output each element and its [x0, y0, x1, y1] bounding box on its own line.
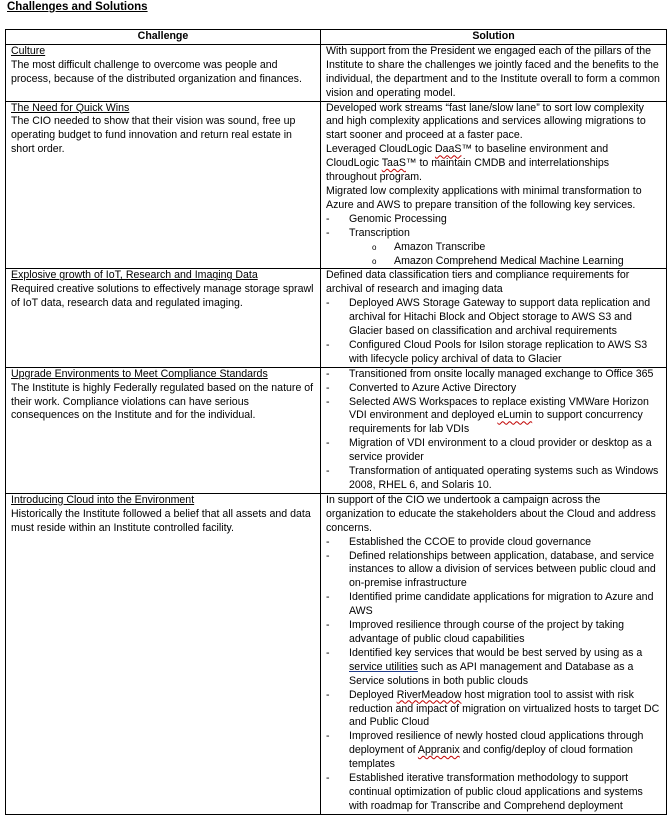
solution-text: With support from the President we engaged each of the pillars of the Institute to share the challenges we jointly faced and the benefits to the individual, the department and to the Institute overall to form a common vision and operating model.: [326, 44, 660, 99]
spellcheck-word: Appranix: [417, 744, 460, 757]
solution-paragraph: [326, 143, 661, 185]
dash-bullet-icon: -: [326, 395, 330, 408]
list-item-text: Converted to Azure Active Directory: [349, 381, 517, 394]
list-item: [326, 619, 661, 647]
solution-cell: [321, 101, 667, 269]
dash-bullet-icon: -: [326, 465, 330, 478]
dash-bullet-icon: -: [326, 381, 330, 394]
list-item-text: [349, 647, 642, 687]
list-item: [326, 536, 661, 550]
challenge-description: The most difficult challenge to overcome was people and process, because of the distributed organization and finances.: [11, 58, 302, 85]
solution-paragraph: In support of the CIO we undertook a campaign across the organization to educate the stakeholders about the Cloud and address concerns.: [326, 493, 656, 534]
list-item: [326, 591, 661, 619]
list-item: [326, 396, 661, 438]
list-item-text: Improved resilience through course of the project by taking advantage of public cloud capabilities: [349, 619, 624, 645]
list-item: [326, 689, 661, 731]
challenge-cell: [6, 269, 321, 367]
list-item-text: Deployed AWS Storage Gateway to support data replication and archival for Hitachi Block and Object storage to AWS S3 and Glacier based on classification and archival requirements: [349, 297, 651, 338]
challenge-title: The Need for Quick Wins: [11, 101, 130, 114]
list-item: [326, 382, 661, 396]
dash-bullet-icon: -: [326, 619, 330, 632]
list-item-text: Transcription: [349, 226, 410, 239]
list-item: [326, 647, 661, 689]
dash-bullet-icon: -: [326, 772, 330, 785]
bullet-list: [326, 536, 661, 814]
list-item-text: Transformation of antiquated operating systems such as Windows 2008, RHEL 6, and Solaris 10.: [349, 465, 659, 491]
challenge-description: The Institute is highly Federally regulated based on the nature of their work. Compliance violations can have serious consequences on the Institute and for the individual.: [11, 381, 314, 422]
list-item-text: Established iterative transformation methodology to support continual optimization of public cloud applications and systems with roadmap for Transcribe and Comprehend deployment: [349, 772, 643, 812]
list-item: [326, 368, 661, 382]
text-run: Improved resilience of newly hosted cloud applications through deployment of: [349, 730, 644, 757]
column-header-challenge: Challenge: [6, 30, 321, 45]
text-run: to support concurrency requirements for lab VDIs: [349, 409, 643, 436]
list-item-text: [349, 730, 643, 770]
list-item: [326, 213, 661, 227]
table-row: [6, 44, 667, 101]
challenge-description: The CIO needed to show that their vision was sound, free up operating budget to fund innovation and return real estate in short order.: [11, 115, 296, 156]
list-item-text: Defined relationships between application, database, and service instances to allow a division of services between public cloud and on-premise infrastructure: [349, 549, 656, 590]
list-item-text: Genomic Processing: [349, 212, 447, 225]
list-item: [326, 339, 661, 367]
spellcheck-word: RiverMeadow: [396, 688, 462, 701]
dash-bullet-icon: -: [326, 226, 330, 239]
table-row: [6, 269, 667, 367]
text-run: host migration tool to assist with risk reduction and impact of migration on virtualized hosts to target DC and Public Cloud: [349, 688, 660, 729]
table-row: [6, 493, 667, 814]
text-run: Selected AWS Workspaces to replace existing VMWare Horizon VDI environment and deployed: [349, 395, 649, 422]
dash-bullet-icon: -: [326, 535, 330, 548]
text-run: ™ to baseline environment and CloudLogic: [326, 143, 609, 170]
dash-bullet-icon: -: [326, 338, 330, 351]
spellcheck-word: eLumin: [497, 409, 533, 422]
dash-bullet-icon: -: [326, 591, 330, 604]
dash-bullet-icon: -: [326, 297, 330, 310]
solution-paragraph: Defined data classification tiers and compliance requirements for archival of research and imaging data: [326, 269, 630, 296]
list-item: [326, 550, 661, 592]
list-item-text: Amazon Transcribe: [394, 240, 486, 253]
solution-paragraph: Developed work streams “fast lane/slow lane” to sort low complexity and high complexity applications and services allowing migrations to start sooner and proceed at a faster pace.: [326, 101, 646, 142]
solution-cell: [321, 269, 667, 367]
text-run: Identified key services that would be best served by using as a: [349, 646, 643, 659]
page-title: Challenges and Solutions: [7, 1, 148, 13]
list-item-text: [349, 396, 649, 436]
challenge-title: Introducing Cloud into the Environment: [11, 493, 195, 506]
spellcheck-word: DaaS: [434, 143, 462, 156]
challenge-cell: [6, 44, 321, 101]
bullet-list: [326, 368, 661, 493]
text-run: Deployed: [349, 688, 397, 701]
list-item-text: Established the CCOE to provide cloud governance: [349, 535, 592, 548]
challenge-cell: [6, 367, 321, 493]
text-run: such as API management and Database as a Service solutions in both public clouds: [349, 660, 634, 687]
circle-bullet-icon: o: [372, 242, 377, 252]
list-item: [326, 227, 661, 241]
dash-bullet-icon: -: [326, 367, 330, 380]
list-item: [326, 465, 661, 493]
text-run: and config/deploy of cloud formation templates: [349, 744, 633, 771]
solution-paragraph: Migrated low complexity applications with minimal transformation to Azure and AWS to prepare transition of the following key services.: [326, 184, 642, 211]
bullet-list: [326, 213, 661, 241]
list-item: [326, 297, 661, 339]
table-row: [6, 101, 667, 269]
circle-bullet-icon: o: [372, 256, 377, 266]
dash-bullet-icon: -: [326, 688, 330, 701]
service-utilities-link[interactable]: service utilities: [349, 660, 418, 673]
solution-cell: [321, 367, 667, 493]
challenge-cell: [6, 493, 321, 814]
list-item: [326, 772, 661, 814]
text-run: ™ to maintain CMDB and interrelationships throughout program.: [326, 157, 610, 184]
dash-bullet-icon: -: [326, 437, 330, 450]
list-item-text: [349, 689, 659, 729]
challenge-title: Upgrade Environments to Meet Compliance Standards: [11, 367, 268, 380]
list-item: [372, 241, 661, 255]
list-item-text: Configured Cloud Pools for Isilon storage replication to AWS S3 with lifecycle policy archival of data to Glacier: [349, 338, 648, 365]
list-item-text: Identified prime candidate applications for migration to Azure and AWS: [349, 591, 654, 618]
dash-bullet-icon: -: [326, 730, 330, 743]
table-header-row: [6, 30, 667, 45]
challenge-description: Required creative solutions to effectively manage storage sprawl of IoT data, research data and regulated imaging.: [11, 283, 314, 310]
list-item: [326, 730, 661, 772]
dash-bullet-icon: -: [326, 646, 330, 659]
solution-cell: [321, 44, 667, 101]
list-item: [372, 255, 661, 269]
text-run: Leveraged CloudLogic: [326, 143, 435, 156]
spellcheck-word: TaaS: [381, 157, 406, 170]
challenge-description: Historically the Institute followed a belief that all assets and data must reside within an Institute controlled facility.: [11, 507, 311, 534]
sub-bullet-list: [326, 241, 661, 269]
challenge-title: Explosive growth of IoT, Research and Imaging Data: [11, 269, 258, 282]
solution-cell: [321, 493, 667, 814]
dash-bullet-icon: -: [326, 212, 330, 225]
bullet-list: [326, 297, 661, 367]
list-item-text: Transitioned from onsite locally managed exchange to Office 365: [349, 367, 654, 380]
challenges-solutions-table: [5, 29, 667, 815]
column-header-solution: Solution: [321, 30, 667, 45]
challenge-cell: [6, 101, 321, 269]
list-item: [326, 437, 661, 465]
list-item-text: Amazon Comprehend Medical Machine Learning: [394, 254, 624, 267]
list-item-text: Migration of VDI environment to a cloud provider or desktop as a service provider: [349, 437, 652, 464]
table-row: [6, 367, 667, 493]
challenge-title: Culture: [11, 44, 46, 57]
dash-bullet-icon: -: [326, 549, 330, 562]
